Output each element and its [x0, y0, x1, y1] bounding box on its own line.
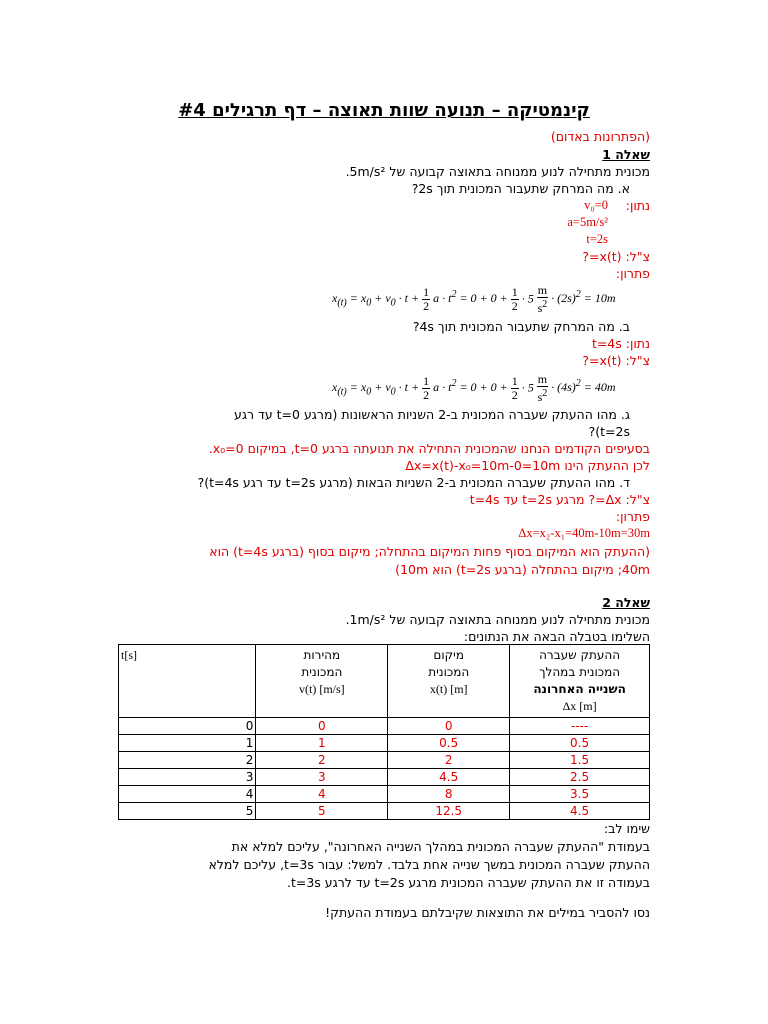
q1d-calc: Δx=x₂-x₁=40m-10m=30m	[518, 526, 650, 540]
cell-x: 0.5	[388, 735, 510, 752]
q1d-explain-line1: (ההעתק הוא המיקום בסוף פחות המיקום בהתחלה; מיקום בסוף (ברגע t=4s) הוא	[209, 544, 650, 559]
cell-v: 2	[256, 752, 388, 769]
question-1a: א. מה המרחק שתעבור המכונית תוך 2s?	[411, 181, 630, 196]
header-time: t[s]	[119, 645, 256, 718]
cell-dx: 0.5	[510, 735, 650, 752]
note-line3: בעמודה זו את ההעתק שעברה המכונית מרגע t=2s עד לרגע t=3s.	[286, 875, 650, 890]
note-line2: ההעתק שעברה המכונית במשך שנייה אחת בלבד. למשל: עבור t=3s, עליכם למלא	[208, 857, 650, 872]
q1a-given-label: נתון:	[625, 198, 650, 213]
cell-x: 12.5	[388, 803, 510, 820]
cell-x: 4.5	[388, 769, 510, 786]
q1a-given-t: t=2s	[586, 232, 608, 246]
table-row	[119, 769, 650, 786]
cell-x: 2	[388, 752, 510, 769]
cell-v: 4	[256, 786, 388, 803]
cell-v: 0	[256, 718, 388, 735]
q1c-answer-line1: בסעיפים הקודמים הנחנו שהמכונית התחילה את תנועתה ברגע t=0, במיקום x₀=0.	[208, 441, 650, 456]
q1d-solution-label: פתרון:	[615, 509, 650, 524]
header-position: מיקום המכונית x(t) [m]	[388, 645, 510, 718]
cell-dx: 3.5	[510, 786, 650, 803]
q1d-find: צ"ל: Δx=? מרגע t=2s עד t=4s	[469, 492, 650, 507]
question-2-heading: שאלה 2	[602, 595, 650, 610]
q1d-explain-line2: 40m; מיקום בהתחלה (ברגע t=2s) הוא 10m)	[395, 562, 650, 577]
q1c-answer-line2: לכן ההעתק הינו Δx=x(t)-x₀=10m-0=10m	[405, 458, 650, 473]
q1a-find: צ"ל: x(t)=?	[582, 249, 650, 264]
cell-t: 0	[119, 718, 256, 735]
motion-table	[118, 644, 650, 820]
cell-v: 1	[256, 735, 388, 752]
question-1c-line2: t=2s)?	[588, 424, 630, 439]
cell-dx: 2.5	[510, 769, 650, 786]
q1b-formula: $x_{(t)} = x_0 + v_0 \cdot t$ + $\frac{1}{2}$ $a \cdot t^2 = 0 + 0$ + $\frac{1}{2}$ · 5 $\frac{m}{s^2}$ · $(4s)^2 = 40m$	[332, 372, 616, 404]
header-displacement: ההעתק שעברה המכונית במהלך השנייה האחרונה Δx [m]	[510, 645, 650, 718]
question-1b: ב. מה המרחק שתעבור המכונית תוך 4s?	[412, 319, 630, 334]
cell-dx: 4.5	[510, 803, 650, 820]
question-1-intro: מכונית מתחילה לנוע ממנוחה בתאוצה קבועה של 5m/s².	[345, 164, 650, 179]
note-label: שימו לב:	[603, 821, 650, 836]
question-1c-line1: ג. מהו ההעתק שעברה המכונית ב-2 השניות הראשונות (מרגע t=0 עד רגע	[234, 407, 630, 422]
closing-instruction: נסו להסביר במילים את התוצאות שקיבלתם בעמודת ההעתק!	[325, 905, 650, 920]
question-2-intro: מכונית מתחילה לנוע ממנוחה בתאוצה קבועה של 1m/s².	[345, 612, 650, 627]
header-velocity: מהירות המכונית v(t) [m/s]	[256, 645, 388, 718]
cell-x: 8	[388, 786, 510, 803]
table-row	[119, 735, 650, 752]
cell-t: 4	[119, 786, 256, 803]
q1a-formula: $x_{(t)} = x_0 + v_0 \cdot t$ + $\frac{1}{2}$ $a \cdot t^2 = 0 + 0$ + $\frac{1}{2}$ · 5 $\frac{m}{s^2}$ · $(2s)^2 = 10m$	[332, 283, 616, 315]
q1a-given-a: a=5m/s²	[567, 215, 608, 229]
note-line1: בעמודת "ההעתק שעברה המכונית במהלך השנייה האחרונה", עליכם למלא את	[231, 839, 650, 854]
cell-t: 5	[119, 803, 256, 820]
table-row	[119, 718, 650, 735]
q1a-solution-label: פתרון:	[615, 266, 650, 281]
cell-t: 3	[119, 769, 256, 786]
solutions-note: (הפתרונות באדום)	[550, 129, 650, 144]
q1b-find: צ"ל: x(t)=?	[582, 353, 650, 368]
cell-t: 1	[119, 735, 256, 752]
q1a-given-v0: v₀=0	[584, 198, 608, 212]
cell-dx: 1.5	[510, 752, 650, 769]
q1b-given: נתון: t=4s	[591, 336, 650, 351]
table-row	[119, 786, 650, 803]
table-row	[119, 803, 650, 820]
cell-v: 3	[256, 769, 388, 786]
table-header-row	[119, 645, 650, 718]
question-2-instruction: השלימו בטבלה הבאה את הנתונים:	[463, 629, 650, 644]
page-title: קינמטיקה – תנועה שוות תאוצה – דף תרגילים #4	[178, 100, 590, 121]
cell-dx: ----	[510, 718, 650, 735]
question-1d: ד. מהו ההעתק שעברה המכונית ב-2 השניות הבאות (מרגע t=2s עד רגע t=4s)?	[197, 475, 630, 490]
cell-v: 5	[256, 803, 388, 820]
question-1-heading: שאלה 1	[602, 147, 650, 162]
cell-x: 0	[388, 718, 510, 735]
cell-t: 2	[119, 752, 256, 769]
table-row	[119, 752, 650, 769]
